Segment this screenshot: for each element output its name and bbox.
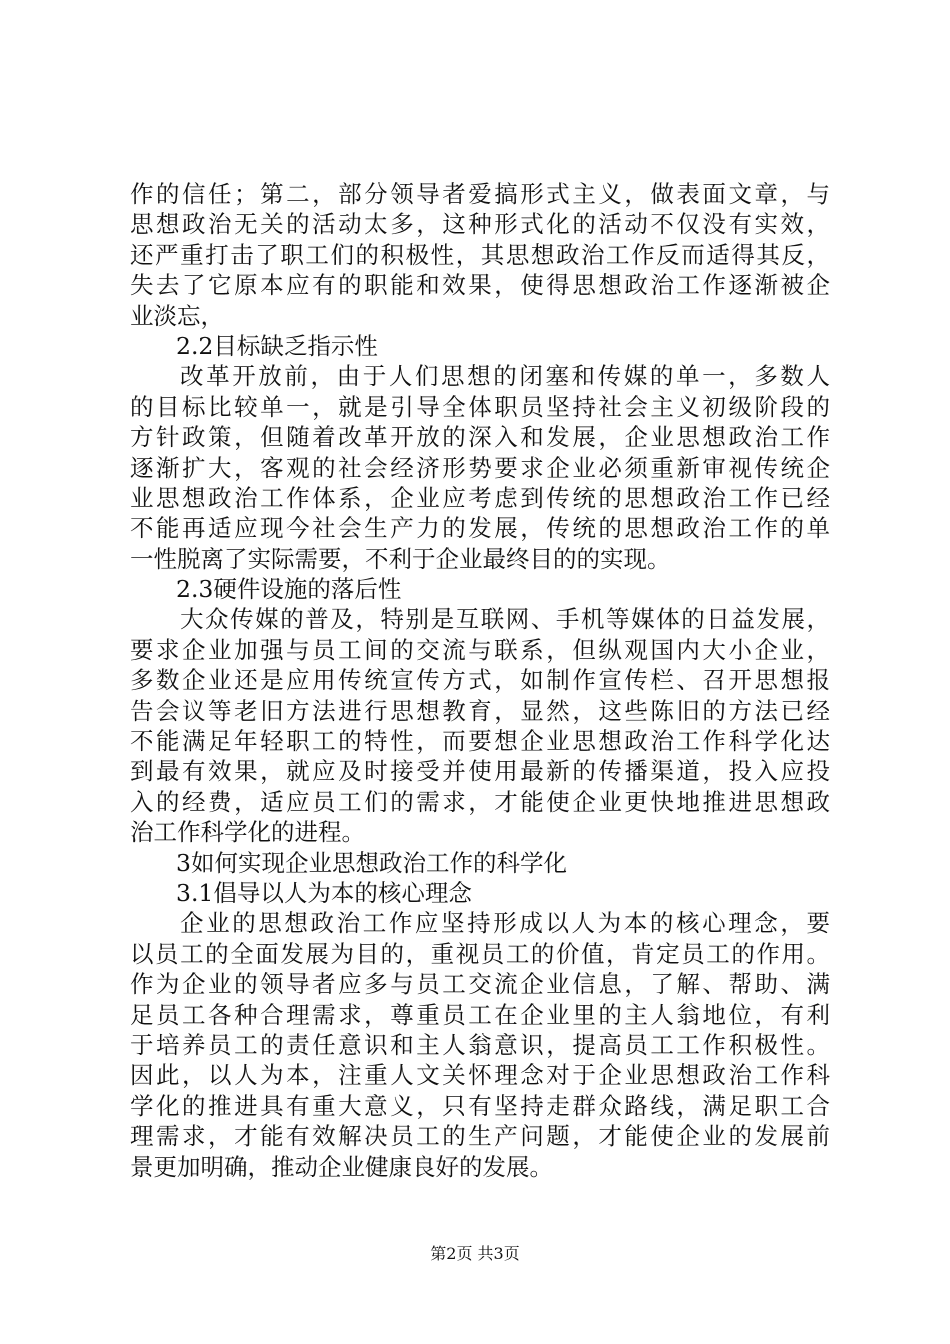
text-line: 还严重打击了职工们的积极性，其思想政治工作反而适得其反， — [130, 240, 830, 269]
text-line: 企业的思想政治工作应坚持形成以人为本的核心理念，要 — [180, 909, 830, 938]
text-line: 思想政治无关的活动太多，这种形式化的活动不仅没有实效， — [130, 210, 830, 239]
text-line: 多数企业还是应用传统宣传方式，如制作宣传栏、召开思想报 — [130, 666, 830, 695]
text-line: 业淡忘， — [130, 301, 224, 330]
section-heading-3: 3如何实现企业思想政治工作的科学化 — [176, 848, 567, 877]
text-line: 逐渐扩大，客观的社会经济形势要求企业必须重新审视传统企 — [130, 453, 830, 482]
page-footer — [0, 1244, 950, 1264]
text-line: 作的信任；第二，部分领导者爱搞形式主义，做表面文章，与 — [130, 180, 830, 208]
text-line: 要求企业加强与员工间的交流与联系，但纵观国内大小企业， — [130, 635, 830, 664]
text-line: 不能再适应现今社会生产力的发展，传统的思想政治工作的单 — [130, 514, 830, 543]
text-line: 一性脱离了实际需要，不利于企业最终目的的实现。 — [130, 544, 671, 573]
text-line: 治工作科学化的进程。 — [130, 818, 365, 847]
text-line: 失去了它原本应有的职能和效果，使得思想政治工作逐渐被企 — [130, 271, 830, 300]
text-line: 不能满足年轻职工的特性，而要想企业思想政治工作科学化达 — [130, 727, 830, 756]
document-body — [130, 179, 830, 1182]
text-line: 足员工各种合理需求，尊重员工在企业里的主人翁地位，有利 — [130, 1000, 830, 1029]
text-line: 以员工的全面发展为目的，重视员工的价值，肯定员工的作用。 — [130, 939, 830, 968]
text-line: 学化的推进具有重大意义，只有坚持走群众路线，满足职工合 — [130, 1091, 830, 1120]
text-line: 大众传媒的普及，特别是互联网、手机等媒体的日益发展， — [180, 605, 830, 634]
text-line: 入的经费，适应员工们的需求，才能使企业更快地推进思想政 — [130, 787, 830, 816]
text-line: 景更加明确，推动企业健康良好的发展。 — [130, 1152, 553, 1181]
section-heading-2-3: 2.3硬件设施的落后性 — [176, 575, 402, 604]
section-heading-2-2: 2.2目标缺乏指示性 — [176, 331, 378, 360]
text-line: 到最有效果，就应及时接受并使用最新的传播渠道，投入应投 — [130, 757, 830, 786]
page-number-label: 第2页 共3页 — [430, 1244, 520, 1263]
section-heading-3-1: 3.1倡导以人为本的核心理念 — [176, 878, 472, 907]
text-line: 改革开放前，由于人们思想的闭塞和传媒的单一，多数人 — [180, 362, 830, 391]
text-line: 的目标比较单一，就是引导全体职员坚持社会主义初级阶段的 — [130, 392, 830, 421]
text-line: 方针政策，但随着改革开放的深入和发展，企业思想政治工作 — [130, 423, 830, 452]
text-line: 业思想政治工作体系，企业应考虑到传统的思想政治工作已经 — [130, 483, 830, 512]
text-line: 理需求，才能有效解决员工的生产问题，才能使企业的发展前 — [130, 1122, 830, 1151]
text-line: 告会议等老旧方法进行思想教育，显然，这些陈旧的方法已经 — [130, 696, 830, 725]
text-line: 于培养员工的责任意识和主人翁意识，提高员工工作积极性。 — [130, 1030, 830, 1059]
text-line: 因此，以人为本，注重人文关怀理念对于企业思想政治工作科 — [130, 1061, 830, 1090]
text-line: 作为企业的领导者应多与员工交流企业信息，了解、帮助、满 — [130, 970, 830, 999]
